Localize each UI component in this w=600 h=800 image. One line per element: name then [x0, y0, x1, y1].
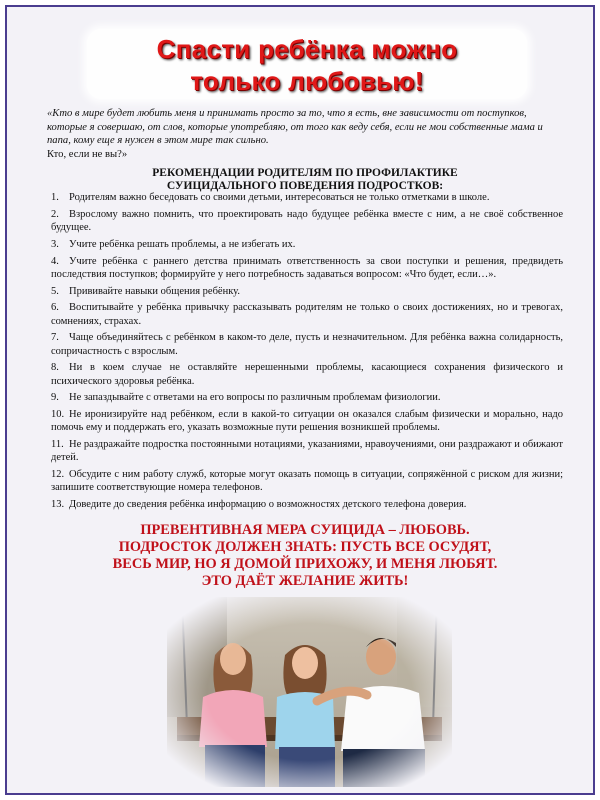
- item-number: 6.: [51, 302, 59, 314]
- recommendations-heading: [47, 167, 563, 193]
- item-number: 5.: [51, 285, 59, 297]
- item-text: Ни в коем случае не оставляйте нерешенными проблемы, касающиеся сохранения физического и психического здоровья ребёнка.: [51, 362, 563, 387]
- quote-question: Кто, если не вы?»: [47, 148, 128, 160]
- list-item: [51, 438, 563, 464]
- list-item: [51, 301, 563, 327]
- item-number: 1.: [51, 192, 59, 203]
- item-number: 7.: [51, 332, 59, 344]
- item-text: Не иронизируйте над ребёнком, если в какой-то ситуации он оказался слабым физически и морально, надо помочь ему и поддержать его, указать возможные пути решения возникшей проблемы.: [51, 409, 563, 434]
- item-text: Чаще объединяйтесь с ребёнком в каком-то деле, пусть и незначительном. Для ребёнка важна солидарность, сопричастность с взрослым.: [51, 332, 563, 357]
- slogan-line-3: ВЕСЬ МИР, НО Я ДОМОЙ ПРИХОЖУ, И МЕНЯ ЛЮБЯТ.: [112, 556, 498, 572]
- item-text: Доведите до сведения ребёнка информацию о возможностях детского телефона доверия.: [69, 499, 467, 511]
- item-text: Не раздражайте подростка постоянными нотациями, указаниями, нравоучениями, они раздражают и обижают детей.: [51, 439, 563, 464]
- list-item: [51, 255, 563, 281]
- item-number: 12.: [51, 469, 65, 481]
- title-banner: [87, 29, 527, 99]
- list-item: [51, 361, 563, 387]
- recommendations-heading-line-2: СУИЦИДАЛЬНОГО ПОВЕДЕНИЯ ПОДРОСТКОВ:: [166, 180, 444, 192]
- list-item: [51, 408, 563, 434]
- list-item: [51, 208, 563, 234]
- title-line-1: Спасти ребёнка можно: [156, 34, 458, 64]
- item-text: Не запаздывайте с ответами на его вопросы по различным проблемам физиологии.: [69, 392, 441, 404]
- list-item: [51, 391, 563, 404]
- slogan-line-4: ЭТО ДАЁТ ЖЕЛАНИЕ ЖИТЬ!: [201, 573, 409, 589]
- item-text: Учите ребёнка решать проблемы, а не избегать их.: [69, 238, 296, 250]
- item-number: 2.: [51, 208, 59, 220]
- slogan-line-2: ПОДРОСТОК ДОЛЖЕН ЗНАТЬ: ПУСТЬ ВСЕ ОСУДЯТ,: [118, 539, 492, 555]
- item-number: 10.: [51, 409, 65, 421]
- recommendations-list: [51, 191, 563, 515]
- title-line-2: только любовью!: [190, 66, 424, 96]
- family-photo: [167, 597, 452, 787]
- item-text: Прививайте навыки общения ребёнку.: [69, 285, 240, 297]
- item-number: 3.: [51, 238, 59, 250]
- item-number: 13.: [51, 499, 65, 511]
- item-text: Обсудите с ним работу служб, которые могут оказать помощь в ситуации, сопряжённой с риском для жизни; запишите соответствующие номера телефонов.: [51, 469, 563, 494]
- parent-quote: [47, 107, 563, 161]
- list-item: [51, 498, 563, 511]
- slogan-line-1: ПРЕВЕНТИВНАЯ МЕРА СУИЦИДА – ЛЮБОВЬ.: [140, 522, 470, 538]
- item-number: 11.: [51, 439, 64, 451]
- list-item: [51, 285, 563, 298]
- item-text: Взрослому важно помнить, что проектировать надо будущее ребёнка вместе с ним, а не своё собственное будущее.: [51, 208, 563, 233]
- list-item: [51, 191, 563, 204]
- list-item: [51, 331, 563, 357]
- item-number: 4.: [51, 255, 59, 267]
- list-item: [51, 468, 563, 494]
- item-text: Воспитывайте у ребёнка привычку рассказывать родителям не только о своих достижениях, но и тревогах, сомнениях, страхах.: [51, 302, 563, 327]
- item-text: Учите ребёнка с раннего детства принимать ответственность за свои поступки и решения, предвидеть последствия поступков; формируйте у него потребность задаваться вопросом: «Что будет, если…».: [51, 255, 563, 280]
- item-number: 9.: [51, 392, 59, 404]
- quote-text: «Кто в мире будет любить меня и принимать просто за то, что я есть, вне зависимости от поступков, которые я совершаю, от слов, которые употребляю, от того как веду себя, если не мои собственные мама и папа, кому еще я нужен в этом мире так сильно.: [47, 108, 543, 146]
- prevention-slogan: [47, 522, 563, 590]
- item-number: 8.: [51, 362, 59, 374]
- flyer-page: [5, 5, 595, 795]
- list-item: [51, 238, 563, 251]
- item-text: Родителям важно беседовать со своими детьми, интересоваться не только отметками в школе.: [69, 192, 490, 203]
- photo-vignette: [167, 597, 452, 787]
- recommendations-heading-line-1: РЕКОМЕНДАЦИИ РОДИТЕЛЯМ ПО ПРОФИЛАКТИКЕ: [152, 167, 458, 179]
